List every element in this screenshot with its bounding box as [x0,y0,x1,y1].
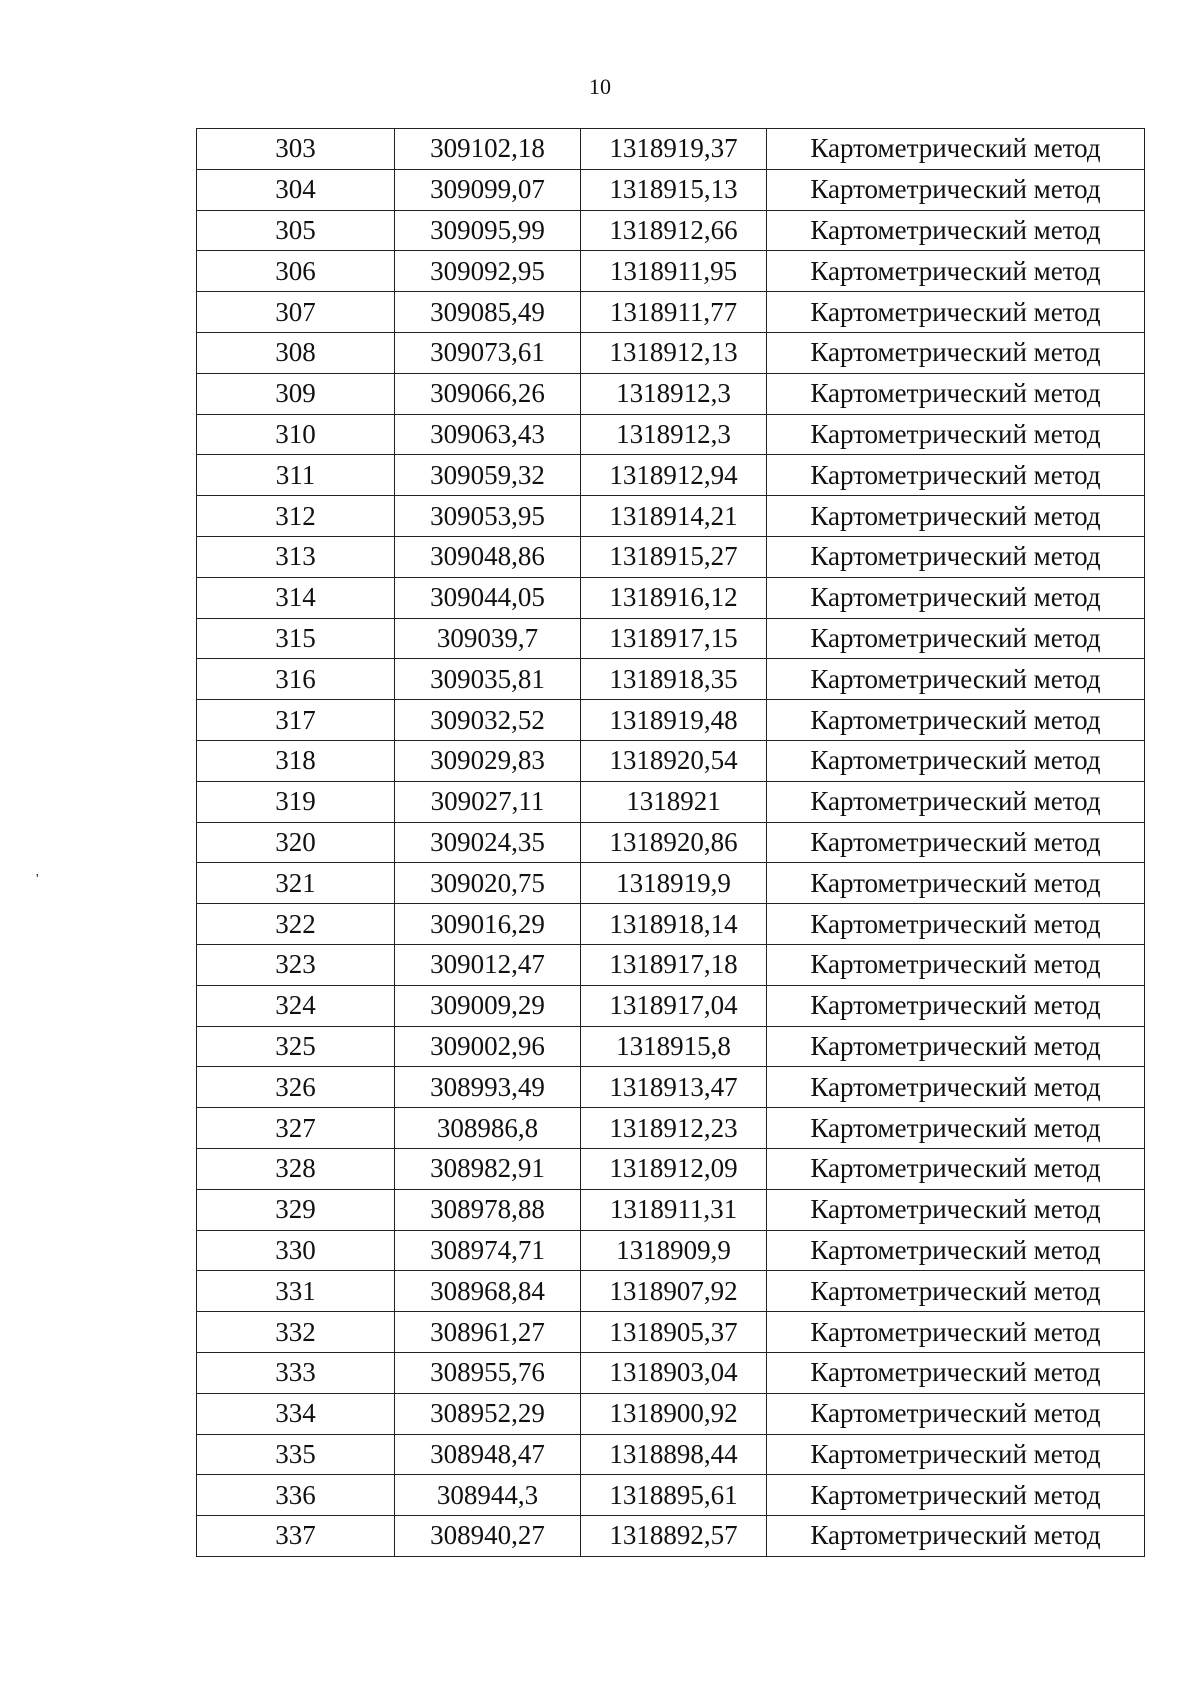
x-coordinate-cell: 308978,88 [395,1189,581,1230]
x-coordinate-cell: 308986,8 [395,1108,581,1149]
x-coordinate-cell: 309092,95 [395,251,581,292]
table-row [197,822,1145,863]
x-coordinate-cell: 309085,49 [395,292,581,333]
method-cell: Картометрический метод [767,1271,1145,1312]
y-coordinate-cell: 1318912,94 [581,455,767,496]
table-row [197,332,1145,373]
y-coordinate-cell: 1318920,54 [581,740,767,781]
x-coordinate-cell: 308993,49 [395,1067,581,1108]
y-coordinate-cell: 1318892,57 [581,1516,767,1557]
point-number-cell: 312 [197,496,395,537]
x-coordinate-cell: 309102,18 [395,129,581,170]
y-coordinate-cell: 1318920,86 [581,822,767,863]
y-coordinate-cell: 1318918,14 [581,904,767,945]
y-coordinate-cell: 1318895,61 [581,1475,767,1516]
table-row [197,781,1145,822]
y-coordinate-cell: 1318912,66 [581,210,767,251]
x-coordinate-cell: 308961,27 [395,1312,581,1353]
point-number-cell: 327 [197,1108,395,1149]
method-cell: Картометрический метод [767,251,1145,292]
method-cell: Картометрический метод [767,904,1145,945]
x-coordinate-cell: 308944,3 [395,1475,581,1516]
stray-mark: ' [36,872,39,887]
method-cell: Картометрический метод [767,985,1145,1026]
method-cell: Картометрический метод [767,414,1145,455]
point-number-cell: 334 [197,1393,395,1434]
x-coordinate-cell: 309053,95 [395,496,581,537]
table-row [197,1067,1145,1108]
table-row [197,455,1145,496]
y-coordinate-cell: 1318900,92 [581,1393,767,1434]
x-coordinate-cell: 309002,96 [395,1026,581,1067]
x-coordinate-cell: 309032,52 [395,700,581,741]
table-row [197,251,1145,292]
y-coordinate-cell: 1318912,3 [581,414,767,455]
y-coordinate-cell: 1318917,04 [581,985,767,1026]
y-coordinate-cell: 1318916,12 [581,577,767,618]
y-coordinate-cell: 1318912,23 [581,1108,767,1149]
x-coordinate-cell: 309099,07 [395,169,581,210]
point-number-cell: 310 [197,414,395,455]
method-cell: Картометрический метод [767,700,1145,741]
y-coordinate-cell: 1318911,31 [581,1189,767,1230]
coordinates-table [196,128,1145,1557]
point-number-cell: 311 [197,455,395,496]
method-cell: Картометрический метод [767,1475,1145,1516]
x-coordinate-cell: 309024,35 [395,822,581,863]
table-row [197,1189,1145,1230]
y-coordinate-cell: 1318917,15 [581,618,767,659]
table-row [197,985,1145,1026]
table-row [197,944,1145,985]
method-cell: Картометрический метод [767,1312,1145,1353]
x-coordinate-cell: 308974,71 [395,1230,581,1271]
point-number-cell: 305 [197,210,395,251]
y-coordinate-cell: 1318915,27 [581,536,767,577]
point-number-cell: 333 [197,1352,395,1393]
method-cell: Картометрический метод [767,332,1145,373]
y-coordinate-cell: 1318917,18 [581,944,767,985]
table-row [197,1475,1145,1516]
table-row [197,577,1145,618]
point-number-cell: 331 [197,1271,395,1312]
x-coordinate-cell: 309020,75 [395,863,581,904]
point-number-cell: 318 [197,740,395,781]
y-coordinate-cell: 1318903,04 [581,1352,767,1393]
method-cell: Картометрический метод [767,292,1145,333]
point-number-cell: 309 [197,373,395,414]
method-cell: Картометрический метод [767,1026,1145,1067]
method-cell: Картометрический метод [767,210,1145,251]
table-row [197,659,1145,700]
method-cell: Картометрический метод [767,577,1145,618]
x-coordinate-cell: 308982,91 [395,1148,581,1189]
x-coordinate-cell: 309029,83 [395,740,581,781]
y-coordinate-cell: 1318919,9 [581,863,767,904]
method-cell: Картометрический метод [767,740,1145,781]
point-number-cell: 304 [197,169,395,210]
method-cell: Картометрический метод [767,659,1145,700]
table-row [197,210,1145,251]
point-number-cell: 306 [197,251,395,292]
point-number-cell: 319 [197,781,395,822]
y-coordinate-cell: 1318898,44 [581,1434,767,1475]
method-cell: Картометрический метод [767,1189,1145,1230]
coordinates-table-body [197,129,1145,1557]
y-coordinate-cell: 1318914,21 [581,496,767,537]
method-cell: Картометрический метод [767,455,1145,496]
method-cell: Картометрический метод [767,781,1145,822]
x-coordinate-cell: 309073,61 [395,332,581,373]
point-number-cell: 314 [197,577,395,618]
point-number-cell: 320 [197,822,395,863]
point-number-cell: 332 [197,1312,395,1353]
point-number-cell: 324 [197,985,395,1026]
x-coordinate-cell: 309063,43 [395,414,581,455]
point-number-cell: 323 [197,944,395,985]
table-row [197,1108,1145,1149]
method-cell: Картометрический метод [767,1067,1145,1108]
method-cell: Картометрический метод [767,1516,1145,1557]
y-coordinate-cell: 1318911,77 [581,292,767,333]
y-coordinate-cell: 1318907,92 [581,1271,767,1312]
page-number: 10 [589,74,611,99]
table-row [197,1352,1145,1393]
method-cell: Картометрический метод [767,129,1145,170]
x-coordinate-cell: 309095,99 [395,210,581,251]
method-cell: Картометрический метод [767,536,1145,577]
y-coordinate-cell: 1318919,48 [581,700,767,741]
table-row [197,863,1145,904]
table-row [197,1230,1145,1271]
table-row [197,292,1145,333]
table-row [197,1312,1145,1353]
x-coordinate-cell: 309059,32 [395,455,581,496]
method-cell: Картометрический метод [767,1434,1145,1475]
y-coordinate-cell: 1318912,09 [581,1148,767,1189]
table-row [197,536,1145,577]
y-coordinate-cell: 1318921 [581,781,767,822]
table-row [197,1026,1145,1067]
point-number-cell: 326 [197,1067,395,1108]
x-coordinate-cell: 309035,81 [395,659,581,700]
x-coordinate-cell: 308940,27 [395,1516,581,1557]
point-number-cell: 315 [197,618,395,659]
table-row [197,129,1145,170]
y-coordinate-cell: 1318909,9 [581,1230,767,1271]
point-number-cell: 321 [197,863,395,904]
y-coordinate-cell: 1318913,47 [581,1067,767,1108]
x-coordinate-cell: 309027,11 [395,781,581,822]
table-row [197,904,1145,945]
y-coordinate-cell: 1318918,35 [581,659,767,700]
point-number-cell: 313 [197,536,395,577]
method-cell: Картометрический метод [767,822,1145,863]
point-number-cell: 322 [197,904,395,945]
table-row [197,1271,1145,1312]
y-coordinate-cell: 1318912,3 [581,373,767,414]
y-coordinate-cell: 1318915,13 [581,169,767,210]
point-number-cell: 328 [197,1148,395,1189]
table-row [197,1393,1145,1434]
table-row [197,373,1145,414]
point-number-cell: 308 [197,332,395,373]
table-row [197,496,1145,537]
x-coordinate-cell: 309066,26 [395,373,581,414]
point-number-cell: 329 [197,1189,395,1230]
x-coordinate-cell: 309039,7 [395,618,581,659]
method-cell: Картометрический метод [767,944,1145,985]
x-coordinate-cell: 309048,86 [395,536,581,577]
method-cell: Картометрический метод [767,1230,1145,1271]
y-coordinate-cell: 1318915,8 [581,1026,767,1067]
y-coordinate-cell: 1318912,13 [581,332,767,373]
table-row [197,1148,1145,1189]
point-number-cell: 316 [197,659,395,700]
x-coordinate-cell: 309016,29 [395,904,581,945]
x-coordinate-cell: 308968,84 [395,1271,581,1312]
x-coordinate-cell: 309044,05 [395,577,581,618]
method-cell: Картометрический метод [767,169,1145,210]
point-number-cell: 337 [197,1516,395,1557]
method-cell: Картометрический метод [767,618,1145,659]
point-number-cell: 317 [197,700,395,741]
y-coordinate-cell: 1318919,37 [581,129,767,170]
x-coordinate-cell: 308952,29 [395,1393,581,1434]
table-row [197,700,1145,741]
point-number-cell: 336 [197,1475,395,1516]
table-row [197,1516,1145,1557]
x-coordinate-cell: 309012,47 [395,944,581,985]
point-number-cell: 307 [197,292,395,333]
x-coordinate-cell: 308955,76 [395,1352,581,1393]
x-coordinate-cell: 309009,29 [395,985,581,1026]
method-cell: Картометрический метод [767,863,1145,904]
table-row [197,414,1145,455]
point-number-cell: 335 [197,1434,395,1475]
method-cell: Картометрический метод [767,1393,1145,1434]
table-row [197,618,1145,659]
point-number-cell: 325 [197,1026,395,1067]
method-cell: Картометрический метод [767,373,1145,414]
table-row [197,1434,1145,1475]
table-row [197,169,1145,210]
method-cell: Картометрический метод [767,1148,1145,1189]
method-cell: Картометрический метод [767,1108,1145,1149]
point-number-cell: 303 [197,129,395,170]
point-number-cell: 330 [197,1230,395,1271]
method-cell: Картометрический метод [767,496,1145,537]
y-coordinate-cell: 1318911,95 [581,251,767,292]
method-cell: Картометрический метод [767,1352,1145,1393]
y-coordinate-cell: 1318905,37 [581,1312,767,1353]
x-coordinate-cell: 308948,47 [395,1434,581,1475]
table-row [197,740,1145,781]
